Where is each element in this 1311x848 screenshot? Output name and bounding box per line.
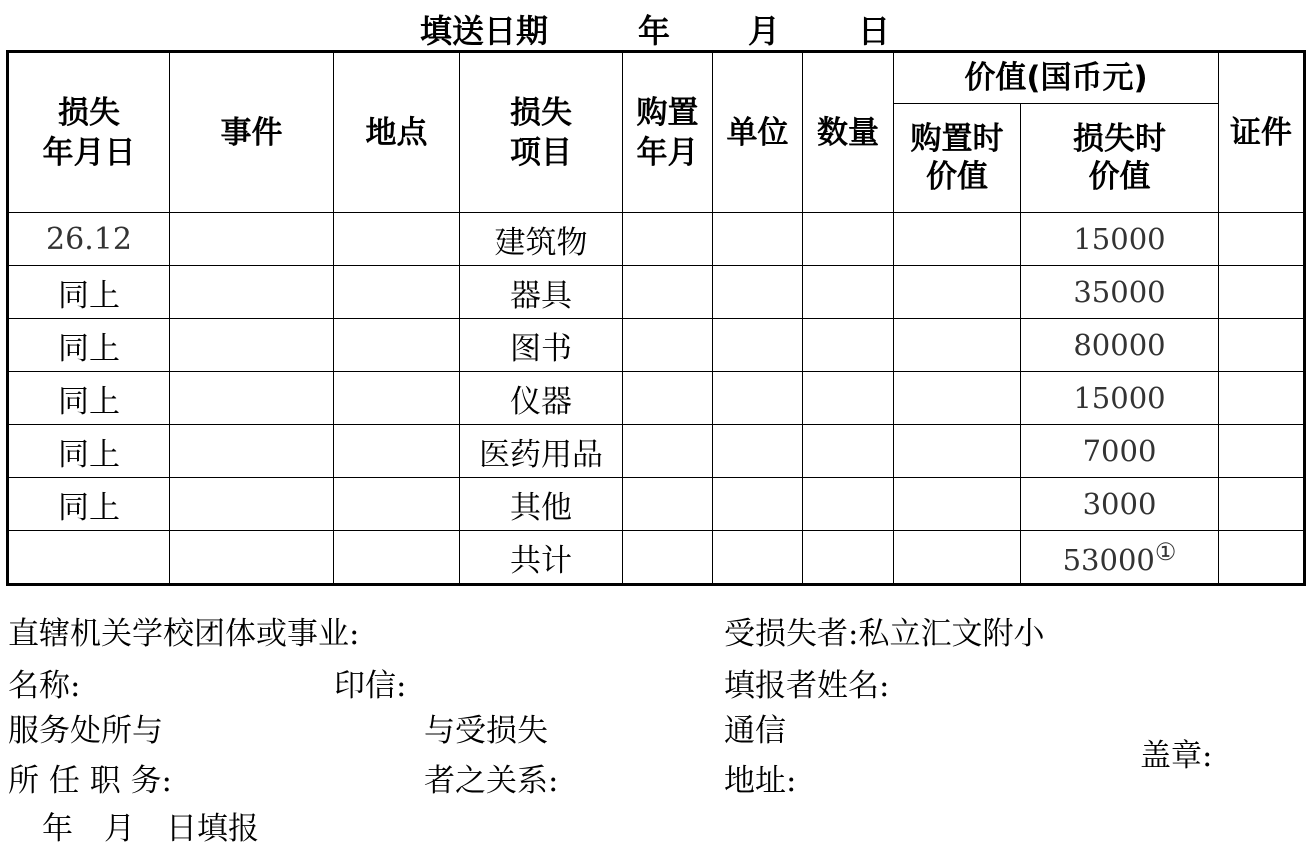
row-certificate — [1219, 478, 1305, 531]
header-value-group: 价值(国币元) — [894, 52, 1219, 104]
header-loss-value — [1021, 104, 1219, 213]
row-place — [334, 213, 460, 266]
row-event — [170, 319, 334, 372]
row-purchase-date — [623, 425, 713, 478]
row-loss-value — [1021, 531, 1219, 585]
table-row — [8, 213, 1305, 266]
row-quantity — [803, 319, 894, 372]
row-quantity — [803, 531, 894, 585]
row-purchase-value — [894, 319, 1021, 372]
row-purchase-value — [894, 213, 1021, 266]
row-date: 同上 — [8, 319, 170, 372]
row-item: 器具 — [460, 266, 623, 319]
row-purchase-value — [894, 372, 1021, 425]
table-row — [8, 372, 1305, 425]
row-place — [334, 372, 460, 425]
row-place — [334, 478, 460, 531]
row-purchase-date — [623, 213, 713, 266]
header-loss-item-line1: 损失 — [510, 94, 572, 131]
header-purchase-value-line2: 价值 — [926, 159, 988, 195]
row-certificate — [1219, 319, 1305, 372]
header-quantity: 数量 — [803, 52, 894, 213]
row-place — [334, 425, 460, 478]
form-title — [0, 2, 1311, 50]
header-event: 事件 — [170, 52, 334, 213]
row-date: 同上 — [8, 372, 170, 425]
row-quantity — [803, 478, 894, 531]
footnote-mark: ① — [1154, 537, 1177, 566]
row-purchase-date — [623, 478, 713, 531]
row-loss-value: 3000 — [1021, 478, 1219, 531]
row-purchase-date — [623, 531, 713, 585]
org-line: 直辖机关学校团体或事业: — [8, 616, 360, 652]
row-item: 建筑物 — [460, 213, 623, 266]
header-place: 地点 — [334, 52, 460, 213]
table-row — [8, 266, 1305, 319]
row-item: 仪器 — [460, 372, 623, 425]
table-row — [8, 478, 1305, 531]
title-year: 年 — [638, 12, 671, 50]
header-unit: 单位 — [713, 52, 803, 213]
table-row — [8, 425, 1305, 478]
header-purchase-value — [894, 104, 1021, 213]
header-loss-value-line1: 损失时 — [1073, 121, 1166, 157]
relation-label-1: 与受损失 — [424, 713, 548, 749]
row-purchase-value — [894, 531, 1021, 585]
row-event — [170, 372, 334, 425]
row-item: 图书 — [460, 319, 623, 372]
row-loss-value: 15000 — [1021, 372, 1219, 425]
row-quantity — [803, 372, 894, 425]
row-place — [334, 266, 460, 319]
title-month: 月 — [748, 12, 781, 50]
address-label: 地址: — [724, 763, 797, 799]
row-purchase-date — [623, 372, 713, 425]
row-event — [170, 425, 334, 478]
post-label: 所 任 职 务: — [8, 763, 173, 799]
total-row — [8, 531, 1305, 585]
row-quantity — [803, 266, 894, 319]
row-purchase-value — [894, 478, 1021, 531]
row-loss-value: 80000 — [1021, 319, 1219, 372]
fill-date-line: 年 月 日填报 — [42, 811, 259, 847]
row-unit — [713, 372, 803, 425]
row-date: 同上 — [8, 478, 170, 531]
row-event — [170, 478, 334, 531]
row-unit — [713, 266, 803, 319]
seal-label: 印信: — [334, 668, 407, 704]
row-certificate — [1219, 531, 1305, 585]
row-loss-value: 35000 — [1021, 266, 1219, 319]
service-place-label: 服务处所与 — [8, 713, 163, 749]
row-certificate — [1219, 266, 1305, 319]
row-unit — [713, 319, 803, 372]
loss-table — [6, 50, 1306, 586]
row-certificate — [1219, 213, 1305, 266]
victim-label: 受损失者:私立汇文附小 — [724, 616, 1045, 652]
row-unit — [713, 425, 803, 478]
header-purchase-date-line1: 购置 — [636, 94, 699, 131]
row-unit — [713, 213, 803, 266]
row-item: 其他 — [460, 478, 623, 531]
row-item: 共计 — [460, 531, 623, 585]
row-purchase-value — [894, 266, 1021, 319]
table-row — [8, 319, 1305, 372]
row-certificate — [1219, 372, 1305, 425]
row-quantity — [803, 213, 894, 266]
row-date — [8, 531, 170, 585]
name-label: 名称: — [8, 668, 81, 704]
row-event — [170, 266, 334, 319]
header-loss-date-line1: 损失 — [58, 94, 120, 131]
row-item: 医药用品 — [460, 425, 623, 478]
header-loss-date — [8, 52, 170, 213]
row-date: 26.12 — [8, 213, 170, 266]
row-purchase-date — [623, 319, 713, 372]
relation-label-2: 者之关系: — [424, 763, 559, 799]
row-purchase-date — [623, 266, 713, 319]
comm-label: 通信 — [724, 713, 786, 749]
header-row-1 — [8, 52, 1305, 104]
title-label: 填送日期 — [420, 12, 549, 50]
row-certificate — [1219, 425, 1305, 478]
stamp-label: 盖章: — [1140, 738, 1213, 774]
row-loss-value: 15000 — [1021, 213, 1219, 266]
row-date: 同上 — [8, 425, 170, 478]
title-day: 日 — [858, 12, 891, 50]
header-purchase-value-line1: 购置时 — [910, 121, 1004, 157]
row-purchase-value — [894, 425, 1021, 478]
row-place — [334, 319, 460, 372]
header-loss-item — [460, 52, 623, 213]
row-unit — [713, 531, 803, 585]
reporter-label: 填报者姓名: — [724, 668, 890, 704]
header-loss-date-line2: 年月日 — [42, 134, 136, 171]
row-date: 同上 — [8, 266, 170, 319]
row-event — [170, 531, 334, 585]
header-certificate: 证件 — [1219, 52, 1305, 213]
row-unit — [713, 478, 803, 531]
row-loss-value: 7000 — [1021, 425, 1219, 478]
row-place — [334, 531, 460, 585]
row-quantity — [803, 425, 894, 478]
header-purchase-date — [623, 52, 713, 213]
header-loss-value-line2: 价值 — [1088, 159, 1151, 195]
header-loss-item-line2: 项目 — [510, 134, 572, 171]
row-event — [170, 213, 334, 266]
header-purchase-date-line2: 年月 — [636, 134, 699, 171]
total-value: 53000 — [1062, 542, 1155, 577]
